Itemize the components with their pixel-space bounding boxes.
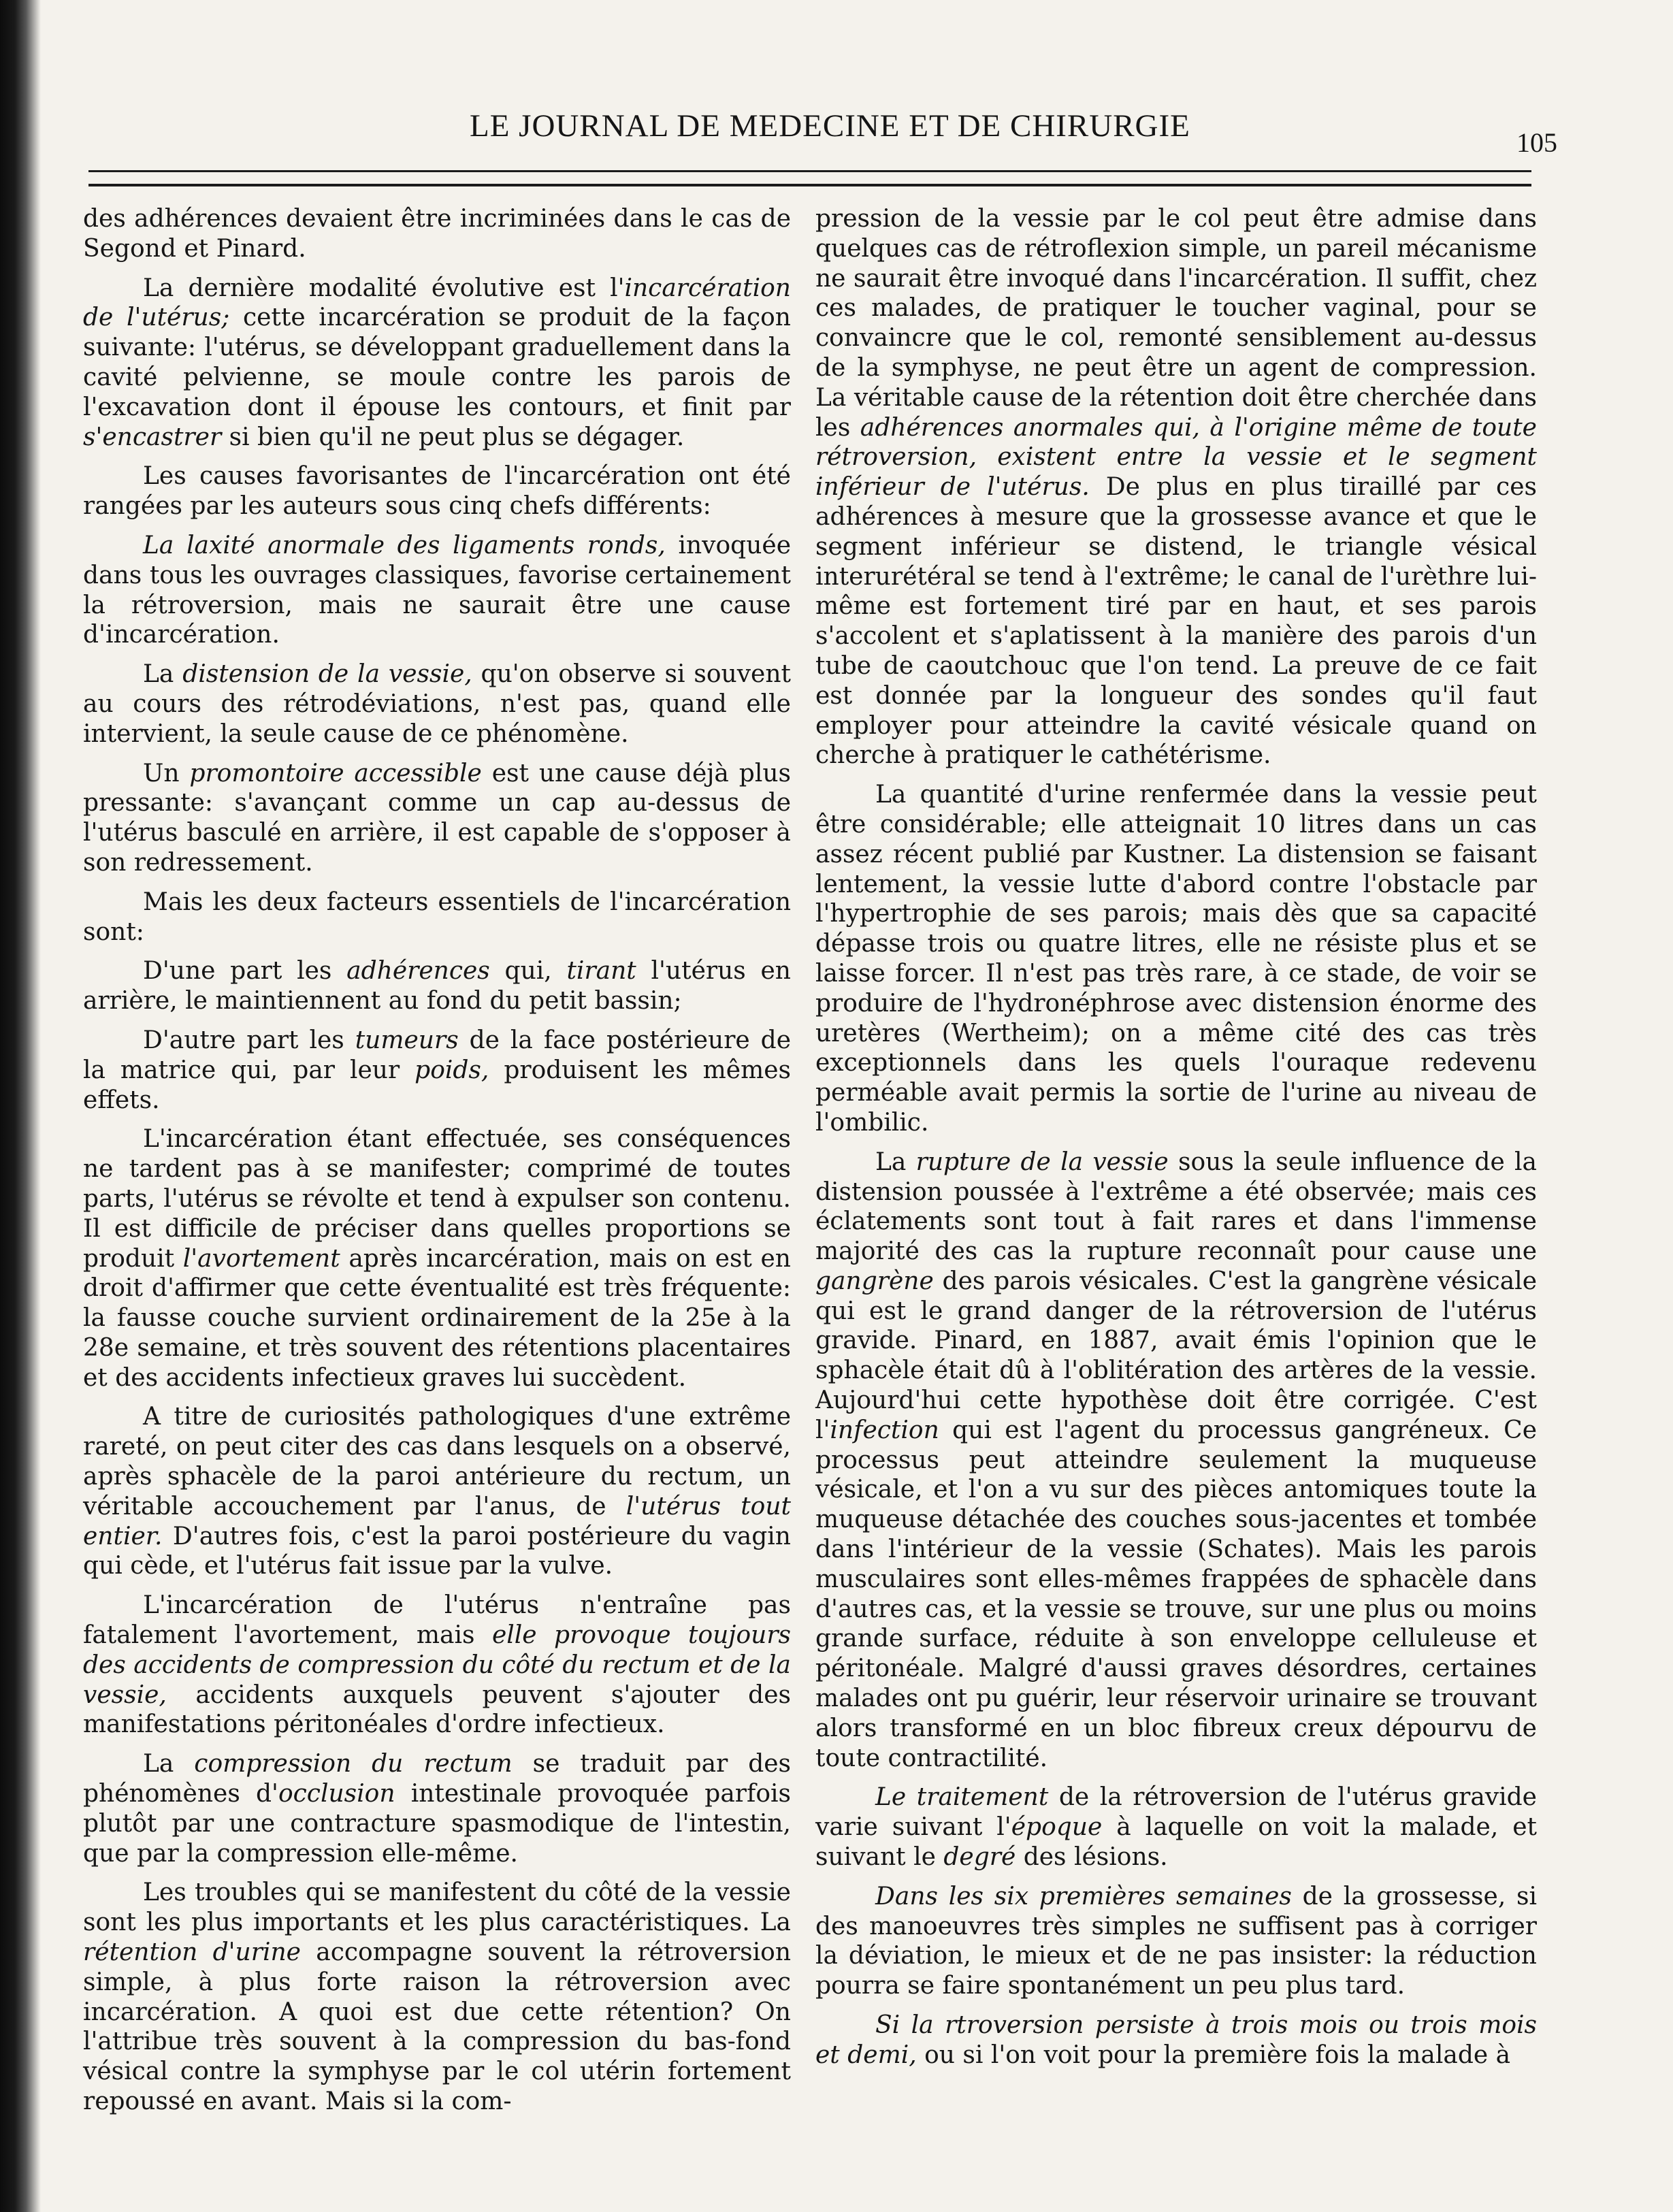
left-column (83, 204, 791, 2126)
paragraph: La dernière modalité évolutive est l'incarcération de l'utérus; cette incarcération se produit de la façon suivante: l'utérus, se développant graduellement dans la cavité pelvienne, se moule contre les parois de l'excavation dont il épouse les contours, et finit par s'encastrer si bien qu'il ne peut plus se dégager. (83, 274, 791, 451)
paragraph: D'une part les adhérences qui, tirant l'utérus en arrière, le maintiennent au fond du petit bassin; (83, 957, 791, 1015)
page-number: 105 (1516, 127, 1557, 158)
paragraph: des adhérences devaient être incriminées dans le cas de Segond et Pinard. (83, 205, 791, 263)
paragraph: La quantité d'urine renfermée dans la vessie peut être considérable; elle atteignait 10 litres dans un cas assez récent publié par Kustner. La distension se faisant lentement, la vessie lutte d'abord contre l'obstacle par l'hypertrophie de ses parois; mais dès que sa capacité dépasse trois ou quatre litres, elle ne résiste plus et se laisse forcer. Il n'est pas très rare, à ce stade, de voir se produire de l'hydronéphrose avec distension énorme des uretères (Wertheim); on a même cité des cas très exceptionnels dans les quels l'ouraque redevenu perméable avait permis la sortie de l'urine au niveau de l'ombilic. (815, 781, 1537, 1137)
paragraph: D'autre part les tumeurs de la face postérieure de la matrice qui, par leur poids, produisent les mêmes effets. (83, 1026, 791, 1114)
paragraph: Un promontoire accessible est une cause déjà plus pressante: s'avançant comme un cap au-dessus de l'utérus basculé en arrière, il est capable de s'opposer à son redressement. (83, 759, 792, 877)
paragraph: L'incarcération étant effectuée, ses conséquences ne tardent pas à se manifester; comprimé de toutes parts, l'utérus se révolte et tend à expulser son contenu. Il est difficile de préciser dans quelles proportions se produit l'avortement après incarcération, mais on est en droit d'affirmer que cette éventualité est très fréquente: la fausse couche survient ordinairement de la 25e à la 28e semaine, et très souvent des rétentions placentaires et des accidents infectieux graves lui succèdent. (83, 1125, 791, 1392)
paragraph: Dans les six premières semaines de la grossesse, si des manoeuvres très simples ne suffisent pas à corriger la déviation, le mieux et de ne pas insister: la réduction pourra se faire spontanément un peu plus tard. (815, 1882, 1538, 2000)
paragraph: Les causes favorisantes de l'incarcération ont été rangées par les auteurs sous cinq chefs différents: (83, 462, 791, 521)
paragraph: Si la rtroversion persiste à trois mois ou trois mois et demi, ou si l'on voit pour la première fois la malade à (815, 2011, 1537, 2069)
header-rule-lower (88, 184, 1531, 186)
paragraph: La distension de la vessie, qu'on observe si souvent au cours des rétrodéviations, n'est pas, quand elle intervient, la seule cause de ce phénomène. (83, 660, 791, 748)
scan-binding-edge (0, 0, 41, 2212)
running-header (88, 102, 1571, 177)
journal-title: LE JOURNAL DE MEDECINE ET DE CHIRURGIE (470, 108, 1190, 144)
paragraph: L'incarcération de l'utérus n'entraîne pas fatalement l'avortement, mais elle provoque toujours des accidents de compression du côté du rectum et de la vessie, accidents auxquels peuvent s'ajouter des manifestations péritonéales d'ordre infectieux. (83, 1591, 792, 1739)
right-column (815, 204, 1537, 2080)
paragraph: La compression du rectum se traduit par des phénomènes d'occlusion intestinale provoquée parfois plutôt par une contracture spasmodique de l'intestin, que par la compression elle-même. (83, 1750, 792, 1868)
header-rule (88, 170, 1531, 172)
paragraph: pression de la vessie par le col peut être admise dans quelques cas de rétroflexion simple, un pareil mécanisme ne saurait être invoqué dans l'incarcération. Il suffit, chez ces malades, de pratiquer le toucher vaginal, pour se convaincre que le col, remonté sensiblement au-dessus de la symphyse, ne peut être un agent de compression. La véritable cause de la rétention doit être cherchée dans les adhérences anormales qui, à l'origine même de toute rétroversion, existent entre la vessie et le segment inférieur de l'utérus. De plus en plus tiraillé par ces adhérences à mesure que la grossesse avance et que le segment inférieur se distend, le triangle vésical interurétéral se tend à l'extrême; le canal de l'urèthre lui-même est fortement tiré par en haut, et ses parois s'accolent et s'aplatissent à la manière des parois d'un tube de caoutchouc que l'on tend. La preuve de ce fait est donnée par la longueur des sondes qu'il faut employer pour atteindre la cavité vésicale quand on cherche à pratiquer le cathétérisme. (815, 205, 1538, 770)
paragraph: A titre de curiosités pathologiques d'une extrême rareté, on peut citer des cas dans lesquels on a observé, après sphacèle de la paroi antérieure du rectum, un véritable accouchement par l'anus, de l'utérus tout entier. D'autres fois, c'est la paroi postérieure du vagin qui cède, et l'utérus fait issue par la vulve. (83, 1403, 791, 1580)
paragraph: La laxité anormale des ligaments ronds, invoquée dans tous les ouvrages classiques, favorise certainement la rétroversion, mais ne saurait être une cause d'incarcération. (83, 531, 791, 649)
paragraph: La rupture de la vessie sous la seule influence de la distension poussée à l'extrême a été observée; mais ces éclatements sont tout à fait rares et dans l'immense majorité des cas la rupture reconnaît pour cause une gangrène des parois vésicales. C'est la gangrène vésicale qui est le grand danger de la rétroversion de l'utérus gravide. Pinard, en 1887, avait émis l'opinion que le sphacèle était dû à l'oblitération des artères de la vessie. Aujourd'hui cette hypothèse doit être corrigée. C'est l'infection qui est l'agent du processus gangréneux. Ce processus peut atteindre seulement la muqueuse vésicale, et l'on a vu sur des pièces antomiques toute la muqueuse détachée des couches sous-jacentes et tombée dans l'intérieur de la vessie (Schates). Mais les parois musculaires sont elles-mêmes frappées de sphacèle dans d'autres cas, et la vessie se trouve, sur une plus ou moins grande surface, réduite à son enveloppe celluleuse et péritonéale. Malgré d'aussi graves désordres, certaines malades ont pu guérir, leur réservoir urinaire se trouvant alors transformé en un bloc fibreux creux dépourvu de toute contractilité. (815, 1148, 1537, 1772)
paragraph: Les troubles qui se manifestent du côté de la vessie sont les plus importants et les plus caractéristiques. La rétention d'urine accompagne souvent la rétroversion simple, à plus forte raison la rétroversion avec incarcération. A quoi est due cette rétention? On l'attribue très souvent à la compression du bas-fond vésical contre la symphyse par le col utérin fortement repoussé en avant. Mais si la com- (83, 1878, 792, 2116)
paragraph: Le traitement de la rétroversion de l'utérus gravide varie suivant l'époque à laquelle on voit la malade, et suivant le degré des lésions. (815, 1783, 1537, 1872)
paragraph: Mais les deux facteurs essentiels de l'incarcération sont: (83, 888, 791, 946)
